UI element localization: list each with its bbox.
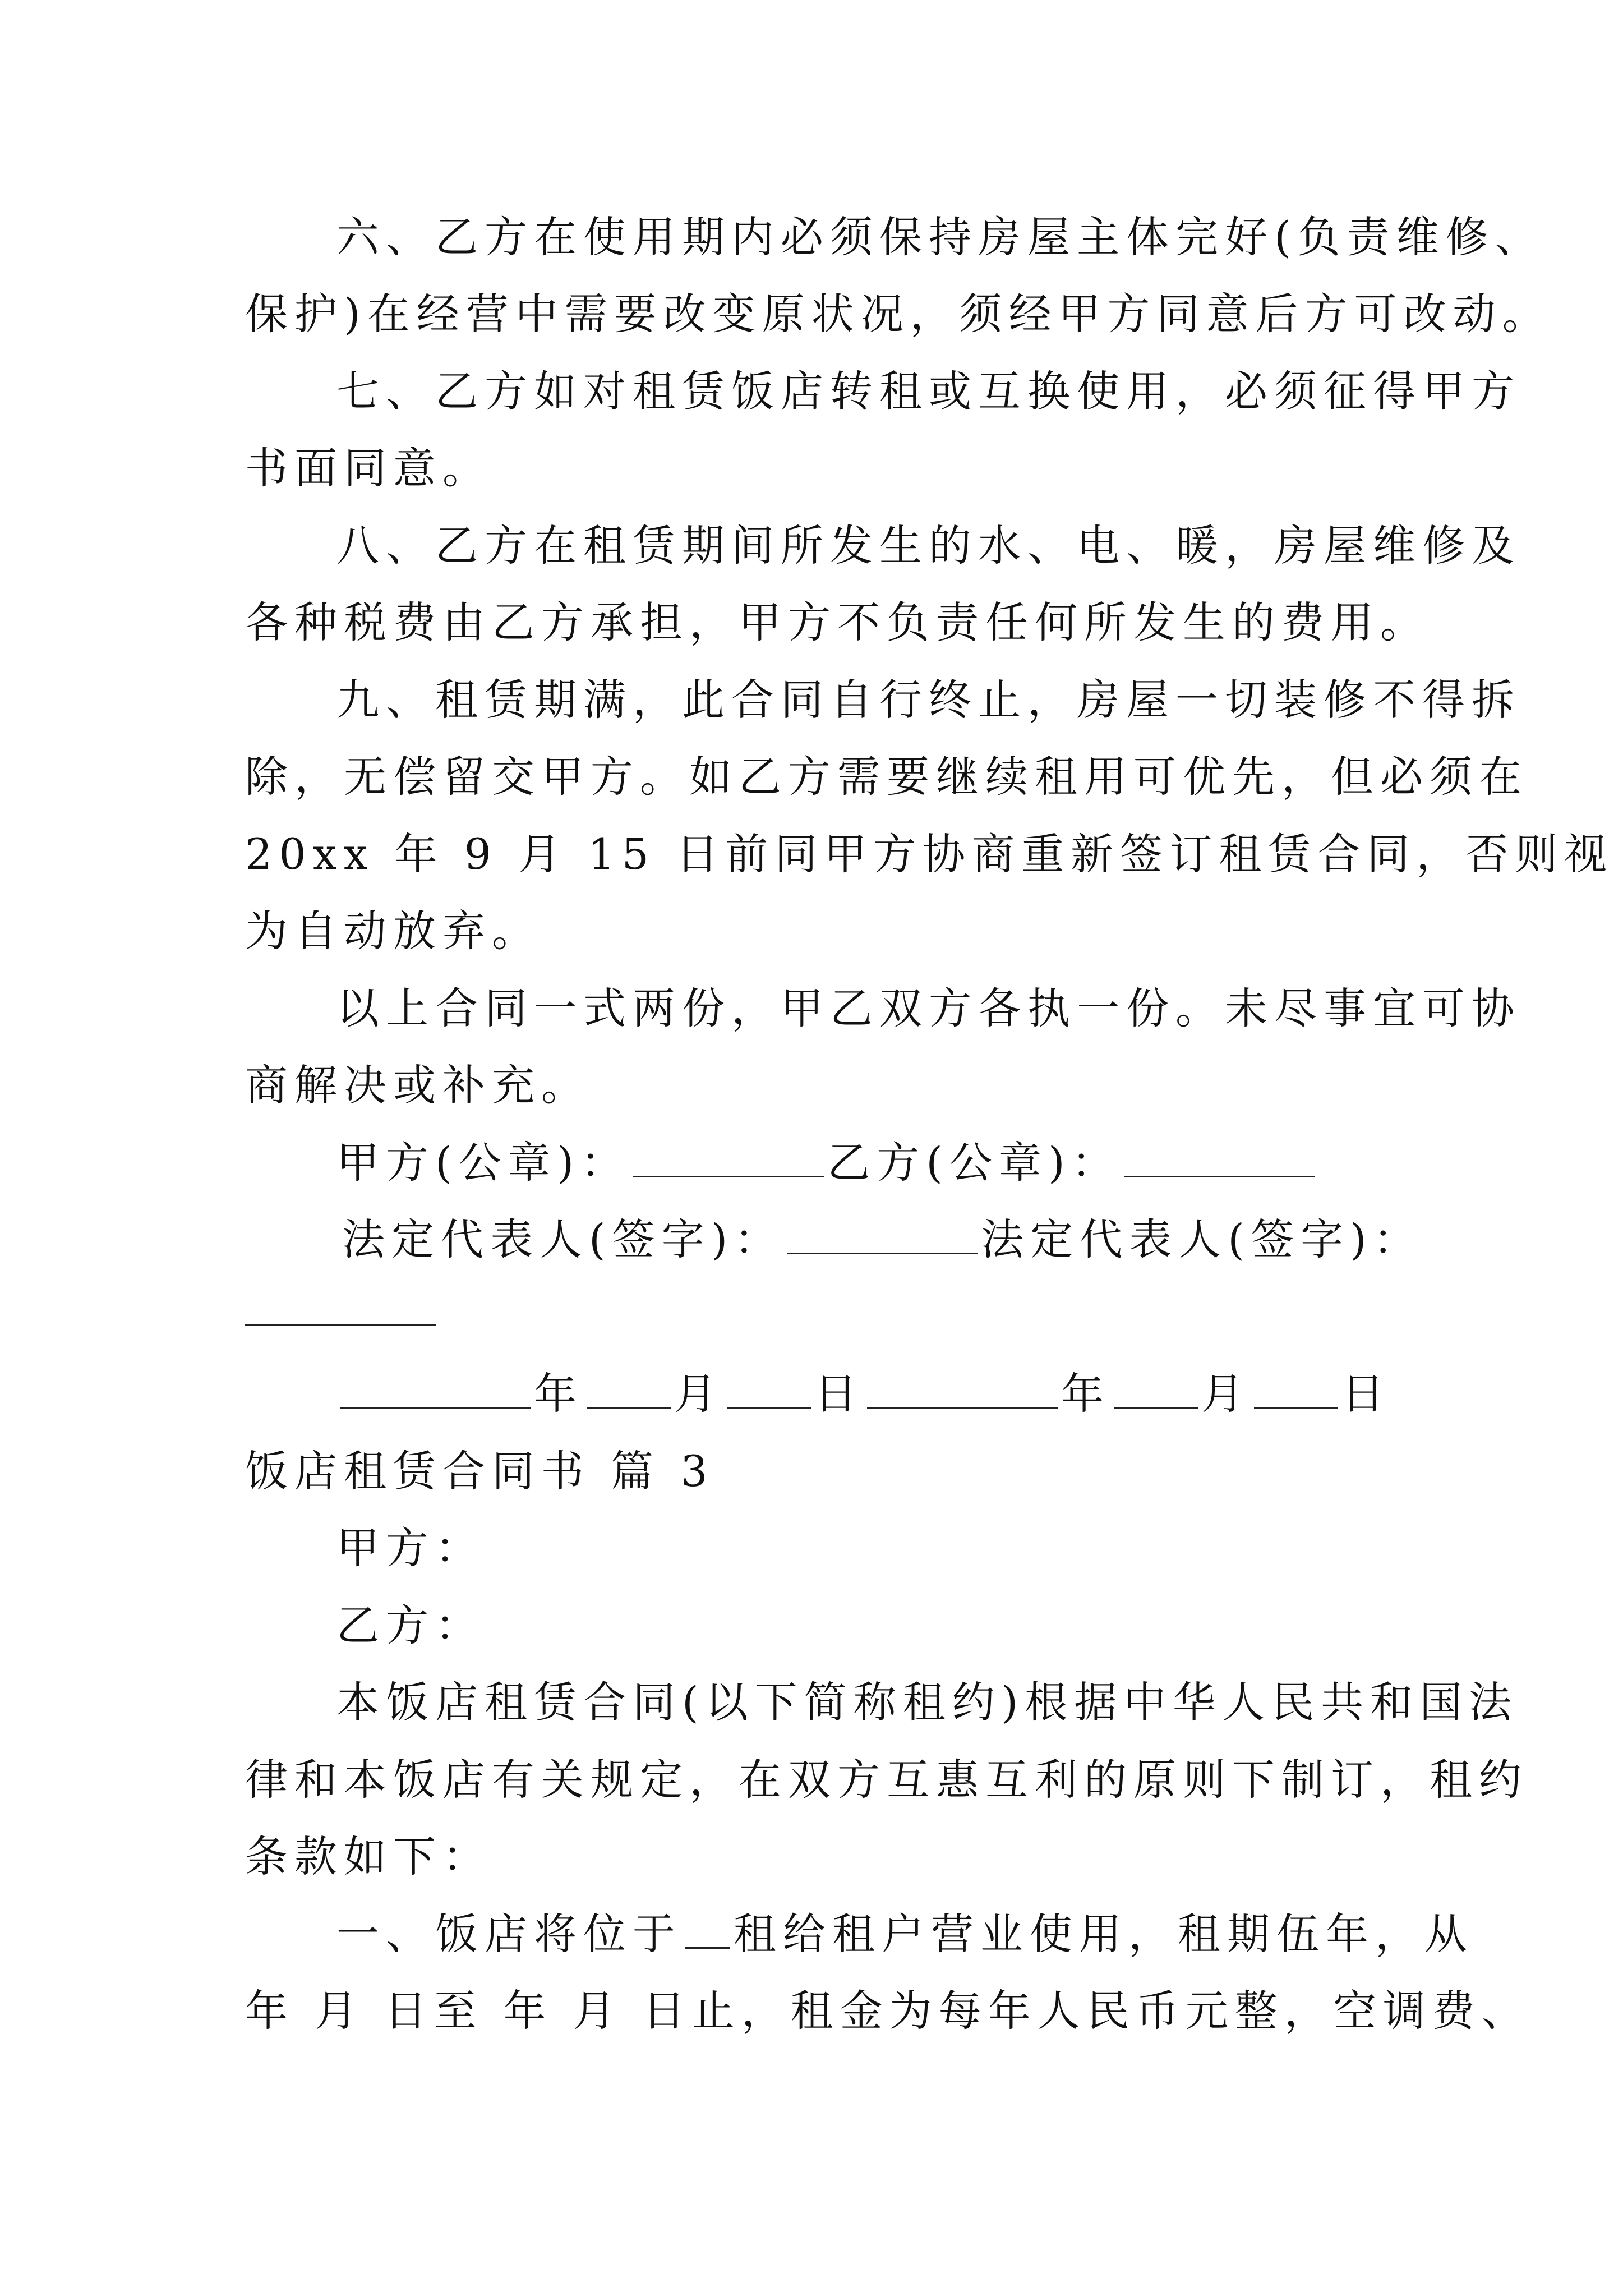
paragraph-line: 为自动放弃。: [245, 906, 541, 956]
paragraph-line: 书面同意。: [245, 443, 492, 493]
rep-a-label: 法定代表人(签字)：: [342, 1214, 784, 1264]
rep-a-blank: [787, 1218, 978, 1254]
rep-b-label: 法定代表人(签字)：: [981, 1214, 1423, 1264]
location-blank: [685, 1912, 730, 1949]
day-label: 日: [1341, 1369, 1391, 1419]
paragraph-line: 九、租赁期满，此合同自行终止，房屋一切装修不得拆: [336, 675, 1521, 725]
year-label: 年: [534, 1369, 583, 1419]
year-label: 年: [1061, 1369, 1110, 1419]
party-b-seal-label: 乙方(公章)：: [827, 1138, 1121, 1188]
party-a-line: 甲方：: [336, 1523, 485, 1573]
paragraph-line: 以上合同一式两份，甲乙双方各执一份。未尽事宜可协: [336, 983, 1521, 1033]
section-title: 饭店租赁合同书 篇 3: [245, 1446, 714, 1496]
clause1-part1: 一、饭店将位于: [336, 1909, 682, 1959]
day-blank: [1254, 1372, 1338, 1409]
paragraph-line: 六、乙方在使用期内必须保持房屋主体完好(负责维修、: [336, 212, 1544, 262]
month-label: 月: [1201, 1369, 1251, 1419]
paragraph-line: 20xx 年 9 月 15 日前同甲方协商重新签订租赁合同，否则视: [245, 829, 1614, 879]
party-a-seal-blank: [633, 1141, 824, 1177]
paragraph-line: 除，无偿留交甲方。如乙方需要继续租用可优先，但必须在: [245, 752, 1528, 802]
paragraph-line: 年 月 日至 年 月 日止，租金为每年人民币元整，空调费、: [245, 1986, 1531, 2036]
seal-line: [336, 1138, 1318, 1188]
day-label: 日: [814, 1369, 864, 1419]
paragraph-line: 商解决或补充。: [245, 1060, 591, 1110]
month-blank: [1114, 1372, 1198, 1409]
clause1-part2: 租给租户营业使用，租期伍年，从: [734, 1909, 1474, 1959]
paragraph-line: 七、乙方如对租赁饭店转租或互换使用，必须征得甲方: [336, 366, 1521, 416]
paragraph-line: 本饭店租赁合同(以下简称租约)根据中华人民共和国法: [336, 1677, 1519, 1727]
rep-b-blank: [245, 1324, 436, 1326]
paragraph-line: 条款如下：: [245, 1832, 492, 1881]
year-blank: [867, 1372, 1058, 1409]
paragraph-line: 保护)在经营中需要改变原状况，须经甲方同意后方可改动。: [245, 289, 1552, 339]
month-blank: [587, 1372, 671, 1409]
paragraph-line: 律和本饭店有关规定，在双方互惠互利的原则下制订，租约: [245, 1755, 1528, 1805]
party-a-seal-label: 甲方(公章)：: [336, 1138, 630, 1188]
date-line: [336, 1369, 1391, 1419]
month-label: 月: [674, 1369, 723, 1419]
day-blank: [727, 1372, 811, 1409]
paragraph-line: 八、乙方在租赁期间所发生的水、电、暖，房屋维修及: [336, 521, 1521, 570]
party-b-seal-blank: [1124, 1141, 1315, 1177]
paragraph-line: 各种税费由乙方承担，甲方不负责任何所发生的费用。: [245, 597, 1430, 647]
year-blank: [340, 1372, 531, 1409]
representative-line: [342, 1214, 1423, 1265]
clause-line: [336, 1909, 1474, 1959]
party-b-line: 乙方：: [336, 1600, 485, 1650]
